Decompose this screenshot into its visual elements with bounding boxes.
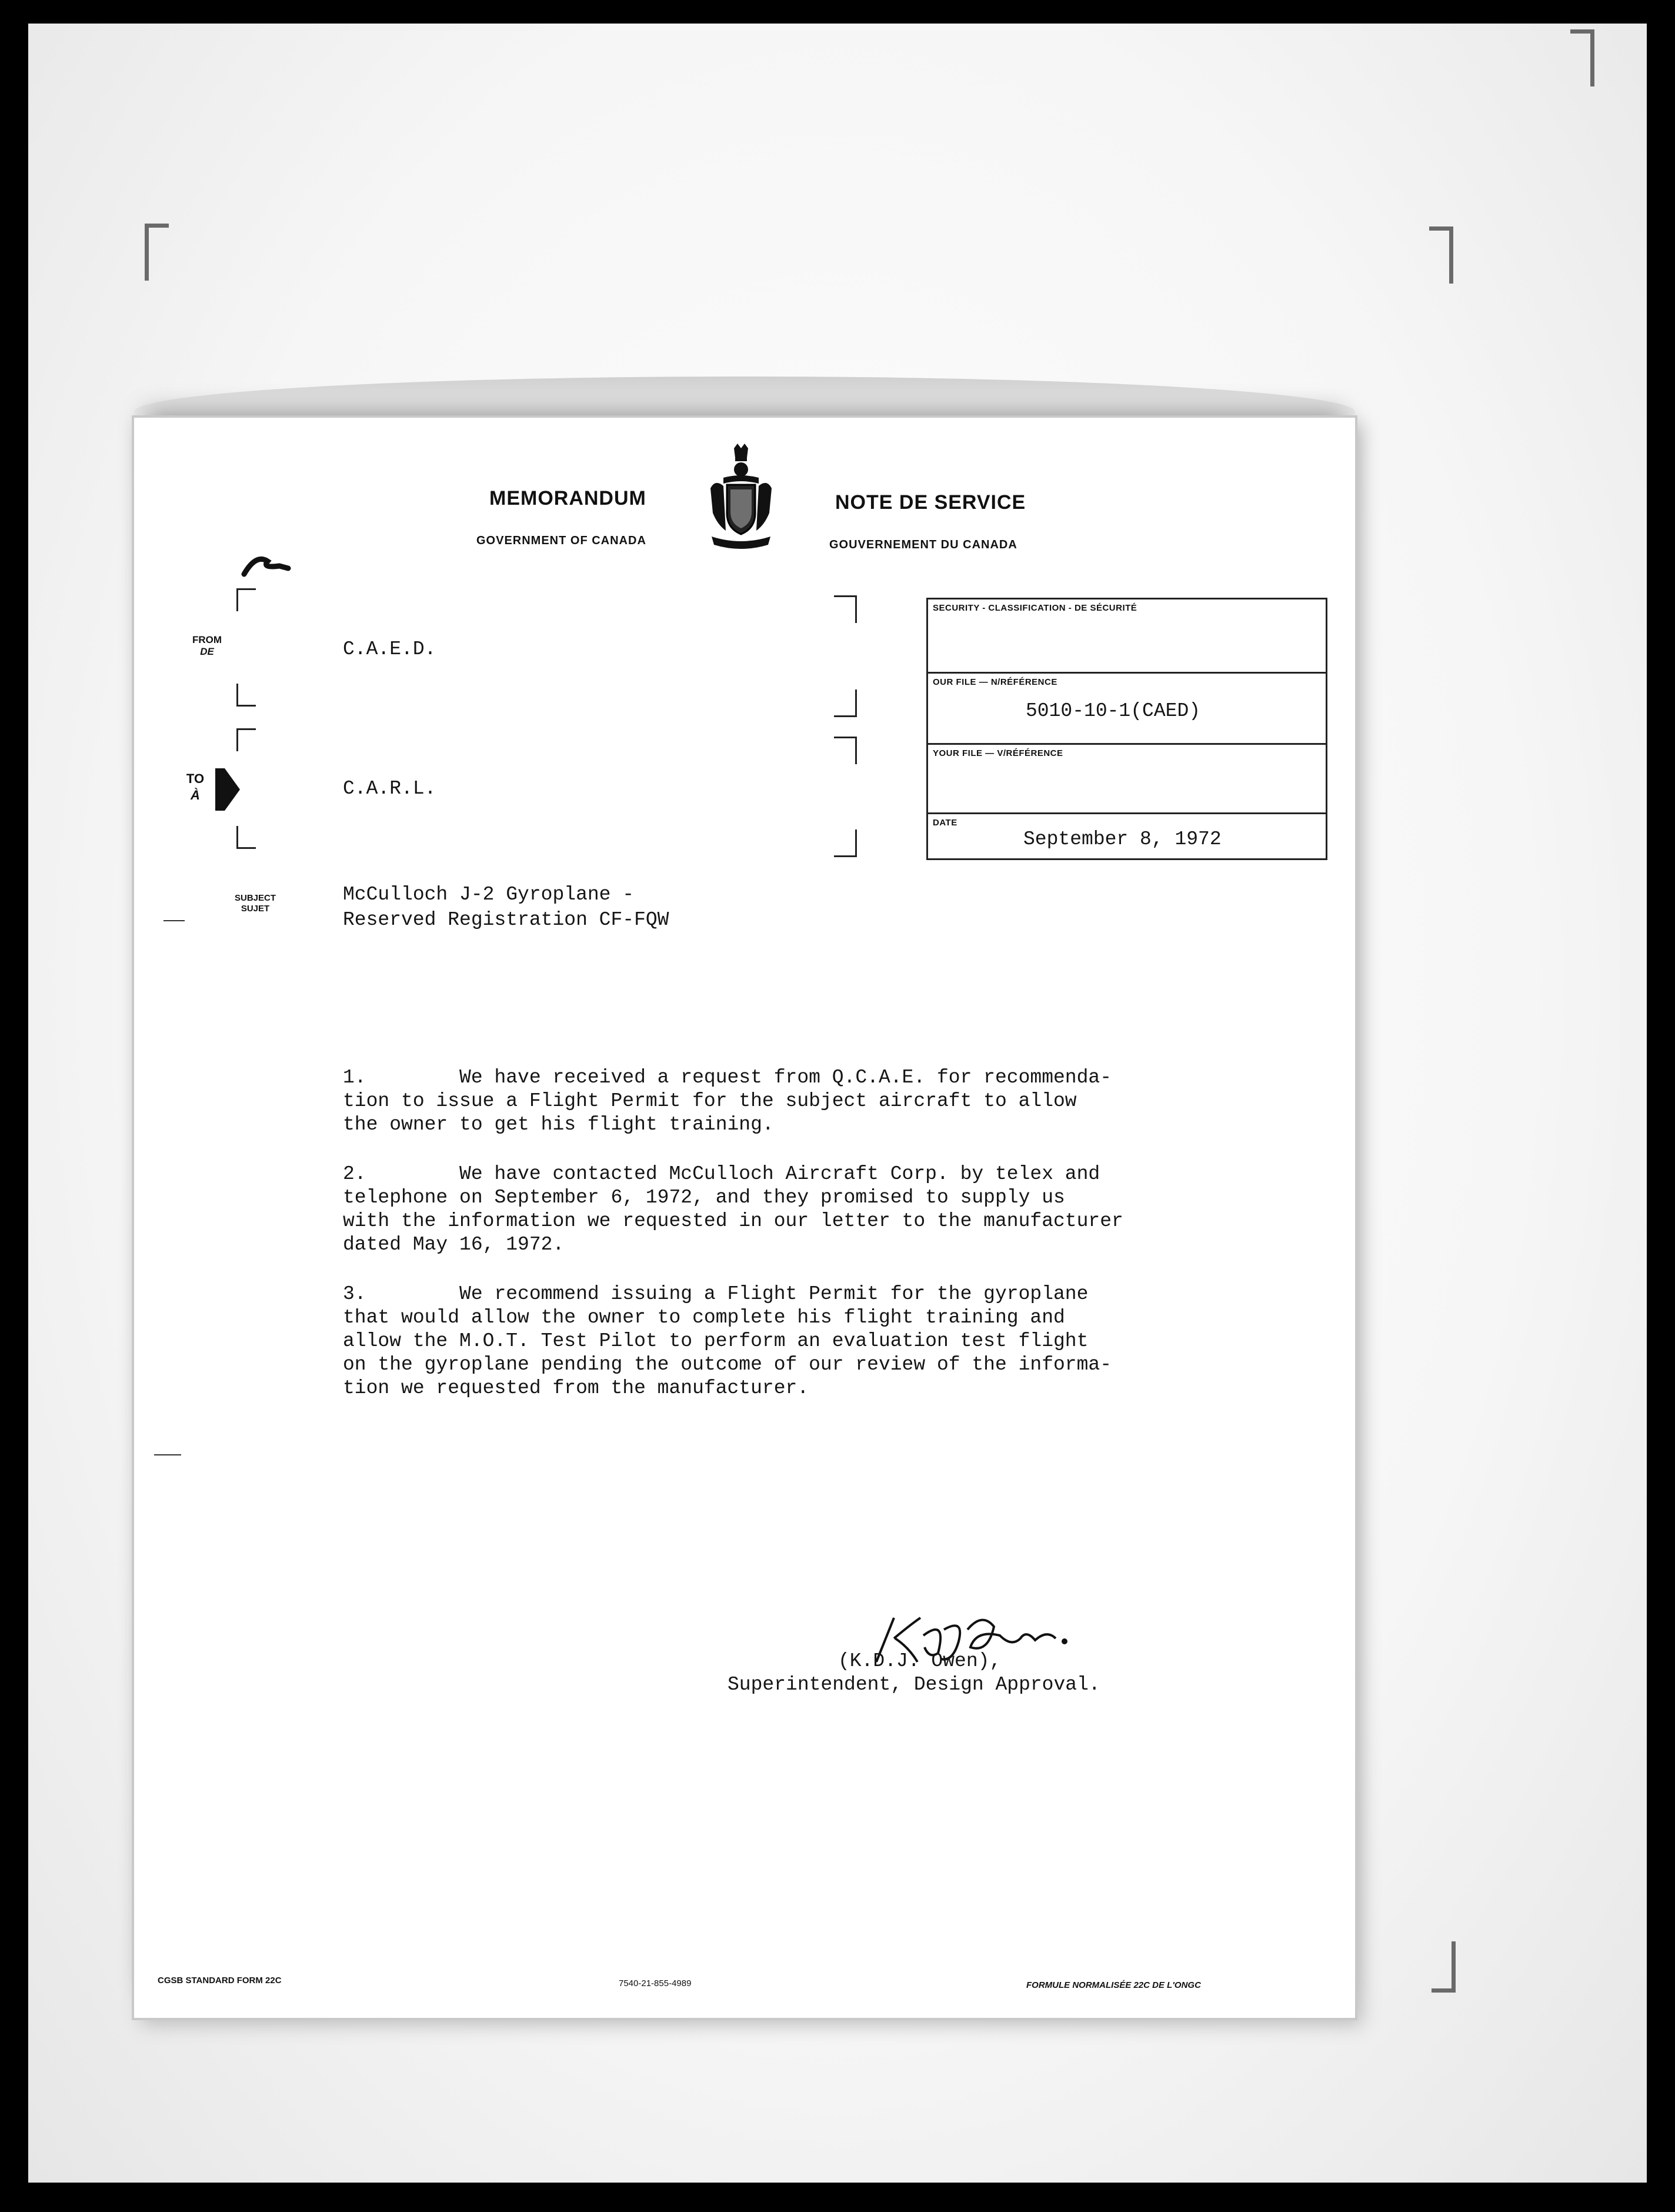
to-value: C.A.R.L. [343, 778, 436, 799]
center-bracket-top-2 [834, 737, 857, 764]
your-file-label: YOUR FILE — V/RÉFÉRENCE [933, 748, 1063, 758]
subject-label: SUBJECT SUJET [234, 893, 276, 914]
scan-frame-right [1647, 0, 1675, 2212]
to-arrow-icon [213, 766, 242, 813]
memorandum-title: MEMORANDUM [489, 487, 646, 509]
handwritten-mark-icon [238, 551, 291, 580]
our-file-value: 5010-10-1(CAED) [1026, 700, 1201, 722]
signatory-name: (K.D.J. Owen), [838, 1650, 1002, 1672]
your-file-row [928, 743, 1326, 812]
footer-right: FORMULE NORMALISÉE 22C DE L'ONGC [1026, 1980, 1201, 1990]
margin-dash-2 [154, 1454, 181, 1455]
subject-line-2: Reserved Registration CF-FQW [343, 909, 669, 931]
from-value: C.A.E.D. [343, 638, 436, 660]
canada-coat-of-arms-icon [706, 442, 776, 554]
paragraph-2: 2. We have contacted McCulloch Aircraft Corp. by telex and telephone on September 6, 1972, and they promised to supply us with the information we requested in our letter to the manufacturer dated May 16, 1972. [343, 1163, 1123, 1255]
to-label: TO À [186, 771, 205, 802]
from-label: FROM DE [192, 634, 222, 657]
date-value: September 8, 1972 [1023, 828, 1222, 850]
gouvernement-du-canada-label: GOUVERNEMENT DU CANADA [829, 538, 1017, 551]
crop-mark-top-right [1429, 226, 1453, 284]
security-label: SECURITY - CLASSIFICATION - DE SÉCURITÉ [933, 603, 1137, 613]
margin-dash-1 [164, 920, 185, 921]
scan-frame-bottom [0, 2183, 1675, 2212]
crop-mark-top-right-outer [1570, 29, 1594, 86]
to-bracket-top [236, 728, 256, 751]
reference-box [926, 598, 1327, 860]
center-bracket-top-1 [834, 595, 857, 623]
government-of-canada-label: GOVERNMENT OF CANADA [476, 534, 646, 547]
center-bracket-bottom-2 [834, 830, 857, 857]
from-bracket-top [236, 588, 256, 611]
paragraph-3: 3. We recommend issuing a Flight Permit for the gyroplane that would allow the owner to complete his flight training and allow the M.O.T. Test Pilot to perform an evaluation test flight on the gyroplane pending the outcome of our review of the informa- tion we requested from the manufacturer. [343, 1283, 1112, 1399]
to-bracket-bottom [236, 826, 256, 849]
signatory-title: Superintendent, Design Approval. [728, 1674, 1100, 1695]
date-row [928, 812, 1326, 862]
paragraph-1: 1. We have received a request from Q.C.A.E. for recommenda- tion to issue a Flight Permit for the subject aircraft to allow the owner to get his flight training. [343, 1067, 1112, 1135]
scan-frame-left [0, 0, 28, 2212]
crop-mark-top-left [145, 224, 169, 281]
note-de-service-title: NOTE DE SERVICE [835, 491, 1026, 514]
scan-frame-top [0, 0, 1675, 24]
our-file-row [928, 672, 1326, 743]
center-bracket-bottom-1 [834, 689, 857, 717]
subject-line-1: McCulloch J-2 Gyroplane - [343, 884, 635, 905]
crop-mark-bottom-right [1432, 1941, 1456, 1993]
our-file-label: OUR FILE — N/RÉFÉRENCE [933, 677, 1057, 687]
from-bracket-bottom [236, 684, 256, 707]
date-label: DATE [933, 818, 957, 828]
footer-center: 7540-21-855-4989 [619, 1978, 692, 1988]
security-row [928, 599, 1326, 672]
footer-left: CGSB STANDARD FORM 22C [158, 1976, 282, 1986]
